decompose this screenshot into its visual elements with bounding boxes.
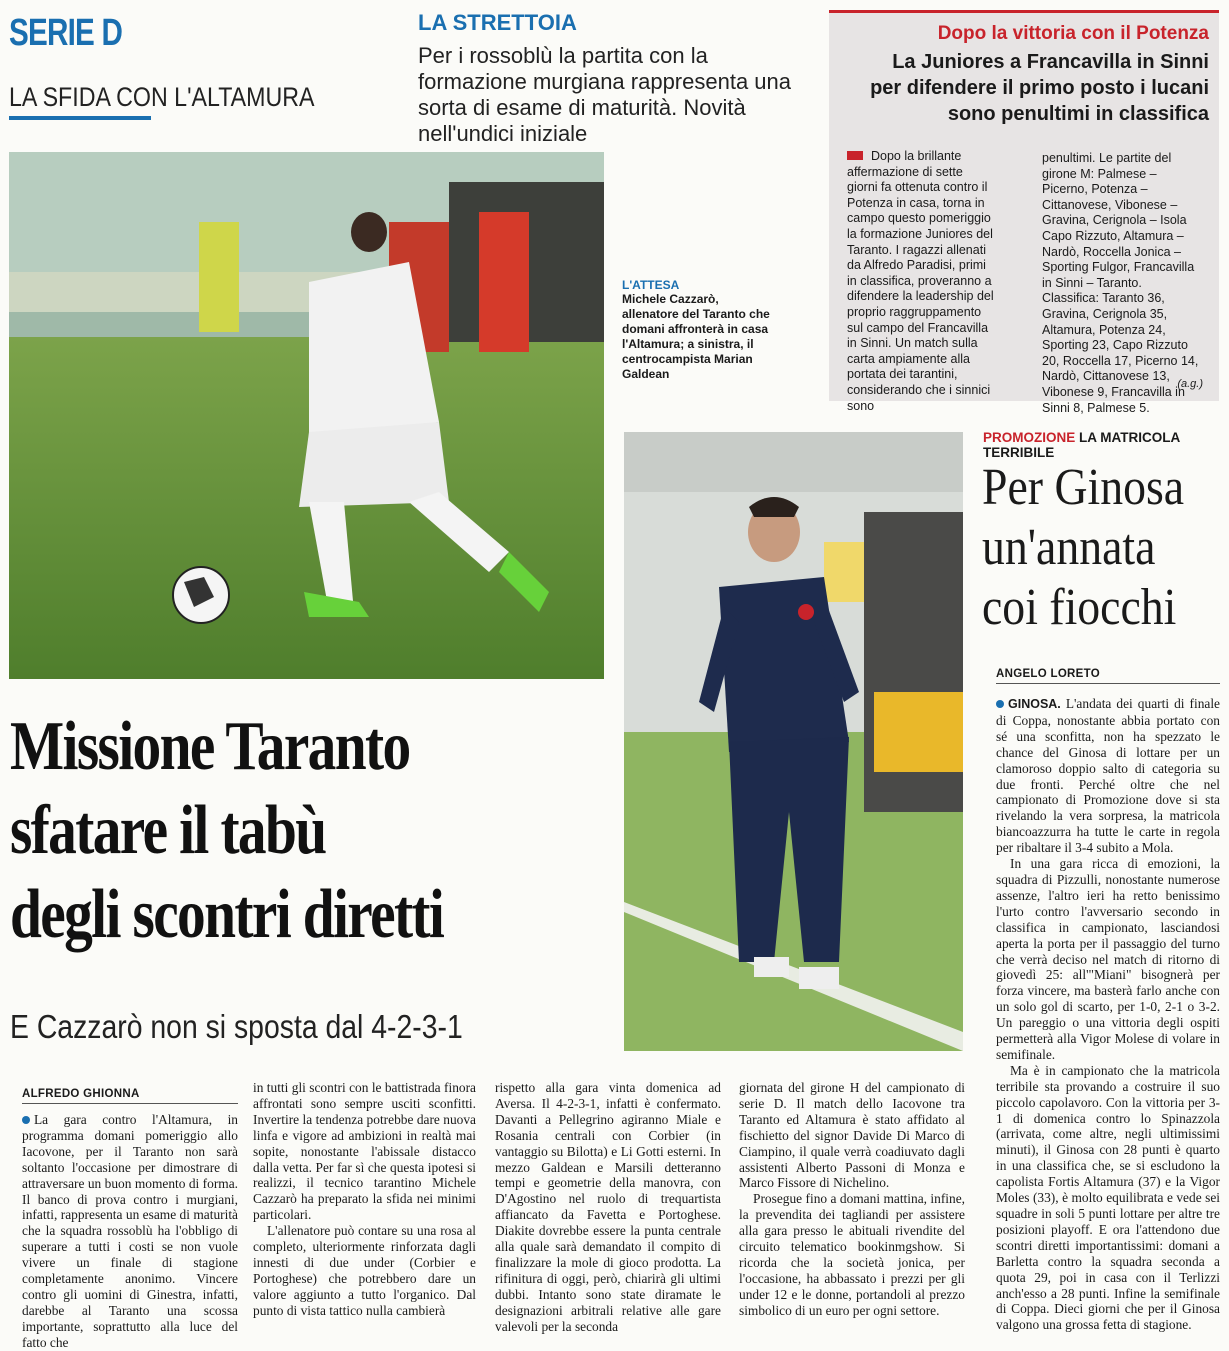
ginosa-p2: In una gara ricca di emozioni, la squadra di Pizzulli, nonostante numerose assenze, l'altro ieri ha retto benissimo l'urto contro l'avversario secondo in classifica in campionato, lasciandosi aperta la porta per il passaggio del turno che verrà deciso nel match di ritorno di giovedì 25: all'"Miani" bisognerà per forza vincere, ma basterà farlo anche con un solo gol di scarto, per 1-0, 2-1 o 3-2. Un pareggio o una vittoria degli ospiti permetterà alla Vigor Molese di volare in semifinale.: [996, 856, 1220, 1062]
article-col-4-p1: giornata del girone H del campionato di serie D. Il match dello Iacovone tra Taranto ed Altamura è stato affidato al fischietto del signor Davide Di Marco di Ciampino, il quale verrà coadiuvato dagli assistenti Alberto Passoni di Monza e Marco Fissore di Nichelino.: [739, 1080, 965, 1191]
ginosa-p3: Ma è in campionato che la matricola terribile sta provando a costruire il suo piccolo capolavoro. Con la vittoria per 3-1 di domenica contro lo Spinazzola (arrivata, come altre, negli ultimissimi minuti), il Ginosa con 28 punti è quarto in una classifica che, se si escludono la capolista Fortis Altamura (37) e la Vigor Moles (33), è molto equilibrata e vede sei squadre in soli 5 punti lottare per altre tre posizioni playoff. E ora l'attendono due scontri diretti importantissimi: domani a Barletta contro la squadra seconda a quota 29, poi in casa con il Terlizzi anch'esso a 28 punti. Infine la semifinale di Coppa. Dieci giorni che per il Ginosa valgono una grossa fetta di stagione.: [996, 1062, 1220, 1333]
article-col-2-p2: L'allenatore può contare su una rosa al completo, ulteriormente rinforzata dagli innesti di due under (Corbier e Portoghese) che potrebbero dare un valore aggiunto a tutto l'organico. Dal punto di vista tattico nulla cambierà: [253, 1223, 476, 1318]
promo-header: [983, 430, 1229, 460]
ginosa-bullet-dot: [996, 700, 1004, 708]
section-underline: [9, 116, 151, 120]
promo-title: LA MATRICOLA TERRIBILE: [983, 430, 1180, 460]
ginosa-byline: ANGELO LORETO: [996, 668, 1100, 680]
subheadline: E Cazzarò non si sposta dal 4-2-3-1: [10, 1008, 463, 1045]
box-title: La Juniores a Francavilla in Sinni per difendere il primo posto i lucani sono penultimi in classifica: [870, 51, 1209, 125]
caption-kicker: L'ATTESA: [622, 278, 680, 292]
article-col-3-text: rispetto alla gara vinta domenica ad Aversa. Il 4-2-3-1, infatti è confermato. Davanti a Pellegrino agiranno Miale e Rosania centrali con Corbier (in vantaggio su Bilotta) e Li Gotti esterni. In mezzo Galdean e Marsili detteranno tempi e geometrie della manovra, con D'Agostino nel ruolo di trequartista affiancato da Favetta e Portoghese. Diakite dovrebbe essere la punta centrale alla quale sarà demandato il compito di finalizzare la mole di gioco prodotta. La rifinitura di oggi, però, chiarirà gli ultimi dubbi. Intanto sono state diramate le designazioni arbitrali relative alle gare valevoli per la seconda: [495, 1080, 721, 1334]
ginosa-article: [996, 696, 1220, 1333]
player-photo: [9, 152, 604, 679]
byline-rule: [22, 1103, 238, 1104]
article-col-4-p2: Prosegue fino a domani mattina, infine, la prevendita dei tagliandi per assistere alla gara presso le abituali rivendite del circuito telematico bookinmgshow. Si ricorda che la società jonica, per l'occasione, ha abbassato i prezzi per gli under 12 e le donne, portandoli al prezzo simbolico di un euro per ogni settore.: [739, 1191, 965, 1318]
section-subtitle: LA SFIDA CON L'ALTAMURA: [9, 82, 315, 112]
ginosa-headline-2: un'annata: [982, 519, 1156, 576]
ginosa-p1: L'andata dei quarti di finale di Coppa, nonostante abbia portato con sé una sconfitta, non ha spezzato le chance del Ginosa di lottare per un clamoroso doppio salto di categoria su due fronti. Perché oltre che nel campionato di Promozione dove si sta rivelando la vera sorpresa, la matricola biancoazzurra ha tutte le carte in regola per ribaltare il 3-4 subito a Mola.: [996, 696, 1220, 856]
coach-photo: [624, 432, 963, 1051]
box-signature: (a.g.): [1177, 378, 1203, 390]
juniores-box: [829, 10, 1219, 415]
article-col-1-text: La gara contro l'Altamura, in programma domani pomeriggio allo Iacovone, per il Taranto non sarà soltanto l'occasione per dimostrare di attraversare un buon momento di forma. Il banco di prova contro i murgiani, infatti, rappresenta un esame di maturità che la squadra rossoblù ha l'obbligo di superare a tutti i costi se non vuole vivere un finale di stagione completamente anonimo. Vincere contro gli uomini di Ginestra, infatti, darebbe al Taranto una scossa importante, soprattutto alla luce del fatto che: [22, 1112, 238, 1350]
article-col-2: [253, 1080, 476, 1319]
photo-caption: [622, 278, 772, 382]
article-col-2-p1: in tutti gli scontri con le battistrada finora affrontati sono sempre usciti sconfitti. Invertire la tendenza potrebbe dare nuova linfa e vigore ad ambizioni in realtà mai sopite, nonostante l'abissale distacco dalla vetta. Per far sì che questa ipotesi si realizzi, il tecnico tarantino Michele Cazzarò ha preparato la sfida nei minimi particolari.: [253, 1080, 476, 1223]
box-col-2: penultimi. Le partite del girone M: Palmese – Picerno, Potenza – Cittanovese, Vibonese – Gravina, Cerignola – Isola Capo Rizzuto, Altamura – Nardò, Roccella Jonica – Sporting Fulgor, Francavilla in Sinni – Taranto. Classifica: Taranto 36, Gravina, Cerignola 35, Altamura, Potenza 24, Sporting 23, Capo Rizzuto 20, Roccella 17, Picerno 14, Nardò, Cittanovese 13, Vibonese 9, Francavilla in Sinni 8, Palmese 5.: [1042, 151, 1199, 415]
box-col-1: Dopo la brillante affermazione di sette giorni fa ottenuta contro il Potenza in casa, torna in campo questo pomeriggio la formazione Juniores del Taranto. I ragazzi allenati da Alfredo Paradisi, primi in classifica, proveranno a difendere la leadership del proprio raggruppamento sul campo del Francavilla in Sinni. Un match sulla carta ampiamente alla portata dei tarantini, considerando che i sinnici sono: [847, 149, 994, 413]
ginosa-byline-rule: [996, 683, 1220, 684]
caption-text: Michele Cazzarò, allenatore del Taranto che domani affronterà in casa l'Altamura; a sinistra, il centrocampista Marian Galdean: [622, 292, 770, 381]
box-kicker: Dopo la vittoria con il Potenza: [937, 23, 1209, 44]
strettoia-text: Per i rossoblù la partita con la formazione murgiana rappresenta una sorta di esame di maturità. Novità nell'undici iniziale: [418, 43, 792, 146]
strettoia-kicker: LA STRETTOIA: [418, 10, 577, 35]
headline-line-3: degli scontri diretti: [10, 876, 444, 953]
section-title: SERIE D: [9, 12, 123, 54]
ginosa-headline-1: Per Ginosa: [982, 459, 1185, 516]
headline-line-2: sfatare il tabù: [10, 792, 326, 869]
article-col-1: [22, 1112, 238, 1351]
article-col-4: [739, 1080, 965, 1319]
byline: ALFREDO GHIONNA: [22, 1088, 140, 1100]
bullet-dot: [22, 1116, 30, 1124]
article-col-3: [495, 1080, 721, 1335]
headline-line-1: Missione Taranto: [10, 708, 410, 785]
ginosa-lead: GINOSA.: [1008, 697, 1061, 711]
promo-kicker: PROMOZIONE: [983, 430, 1076, 445]
ginosa-headline-3: coi fiocchi: [982, 579, 1177, 636]
